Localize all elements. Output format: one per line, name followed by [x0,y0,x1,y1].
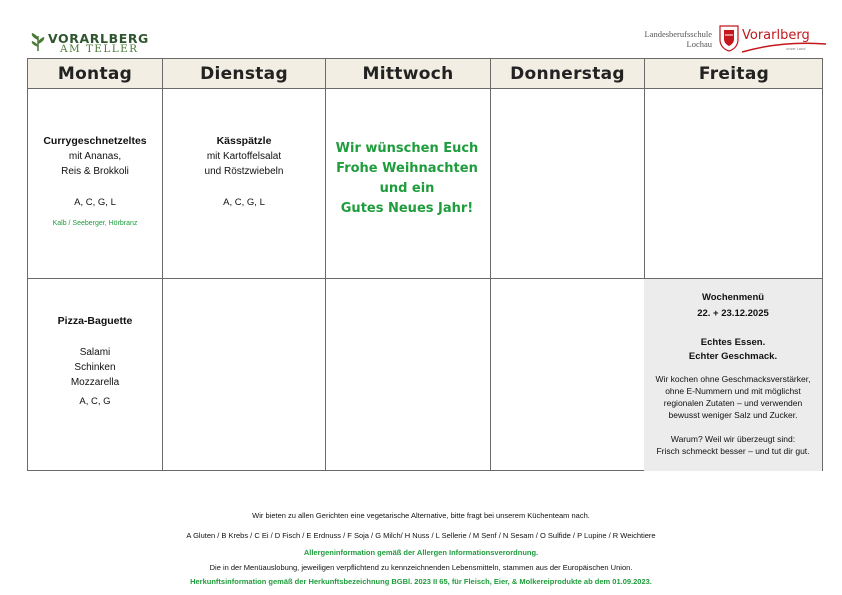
dish-name: Pizza-Baguette [57,315,133,327]
dish-detail: Schinken [74,362,116,373]
weekly-menu-info [644,279,822,471]
origin-info: Kalb / Seeberger, Hörbranz [52,220,138,227]
eu-origin-note: Die in der Menüauslobung, jeweiligen verpflichtend zu kennzeichnenden Lebensmitteln, stammen aus der Europäischen Union. [209,563,633,572]
vegetarian-note: Wir bieten zu allen Gerichten eine vegetarische Alternative, bitte fragt bei unserem Küchenteam nach. [252,511,590,520]
info-text: regionalen Zutaten – und verwenden [663,398,803,408]
school-logo [632,24,827,56]
day-header-freitag: Freitag [698,63,770,84]
dish-detail: mit Kartoffelsalat [206,151,282,162]
dish-detail: Salami [79,347,111,358]
origin-regulation-note: Herkunftsinformation gemäß der Herkunftsbezeichnung BGBl. 2023 II 65, für Fleisch, Eier, & Molkereiprodukte ab dem 01.09.2023. [190,577,652,586]
info-text: Frisch schmeckt besser – und tut dir gut. [656,446,810,456]
leaf-icon [30,32,46,52]
info-dates: 22. + 23.12.2025 [697,308,769,319]
svg-text:unser Land: unser Land [786,47,806,51]
swoosh-icon [740,38,828,54]
holiday-greeting: Wir wünschen Euch Frohe Weihnachten und ein Gutes Neues Jahr! [335,141,479,216]
brand-name: Vorarlberg [742,28,810,43]
dish-detail: Reis & Brokkoli [61,166,129,177]
vorarlberg-am-teller-logo [30,30,160,56]
menu-cell-monday-2 [28,314,162,409]
dish-detail: Mozzarella [70,377,120,388]
logo-subtitle: AM TELLER [60,43,139,55]
info-text: Wir kochen ohne Geschmacksverstärker, [655,374,811,384]
allergen-info-note: Allergeninformation gemäß der Allergen Informationsverordnung. [303,548,539,557]
info-text: ohne E-Nummern und mit möglichst [665,386,801,396]
dish-name: Currygeschnetzeltes [43,135,147,147]
menu-cell-tuesday-1 [163,134,325,210]
info-text: Warum? Weil wir überzeugt sind: [670,434,796,444]
dish-detail: mit Ananas, [68,151,122,162]
allergen-codes: A, C, G, L [74,197,116,208]
allergen-legend: A Gluten / B Krebs / C Ei / D Fisch / E Erdnuss / F Soja / G Milch/ H Nuss / L Sellerie / M Senf / N Sesam / O Sulfide / P Lupine / R Weichtiere [186,531,656,540]
dish-detail: und Röstzwiebeln [204,166,284,177]
day-header-montag: Montag [57,63,133,84]
school-name: Landesberufsschule Lochau [644,29,712,49]
logo-title: VORARLBERG [48,31,149,46]
coat-of-arms-icon [718,24,740,52]
allergen-codes: A, C, G, L [223,197,265,208]
day-header-dienstag: Dienstag [200,63,288,84]
info-title: Wochenmenü [701,292,765,303]
info-slogan: Echtes Essen. [700,337,766,348]
dish-name: Kässpätzle [216,135,272,147]
allergen-codes: A, C, G [79,396,111,407]
info-text: bewusst weniger Salz und Zucker. [668,410,798,420]
menu-table [27,58,823,471]
day-header-mittwoch: Mittwoch [362,63,454,84]
day-header-donnerstag: Donnerstag [510,63,625,84]
menu-cell-monday-1 [28,134,162,231]
info-slogan: Echter Geschmack. [688,351,778,362]
